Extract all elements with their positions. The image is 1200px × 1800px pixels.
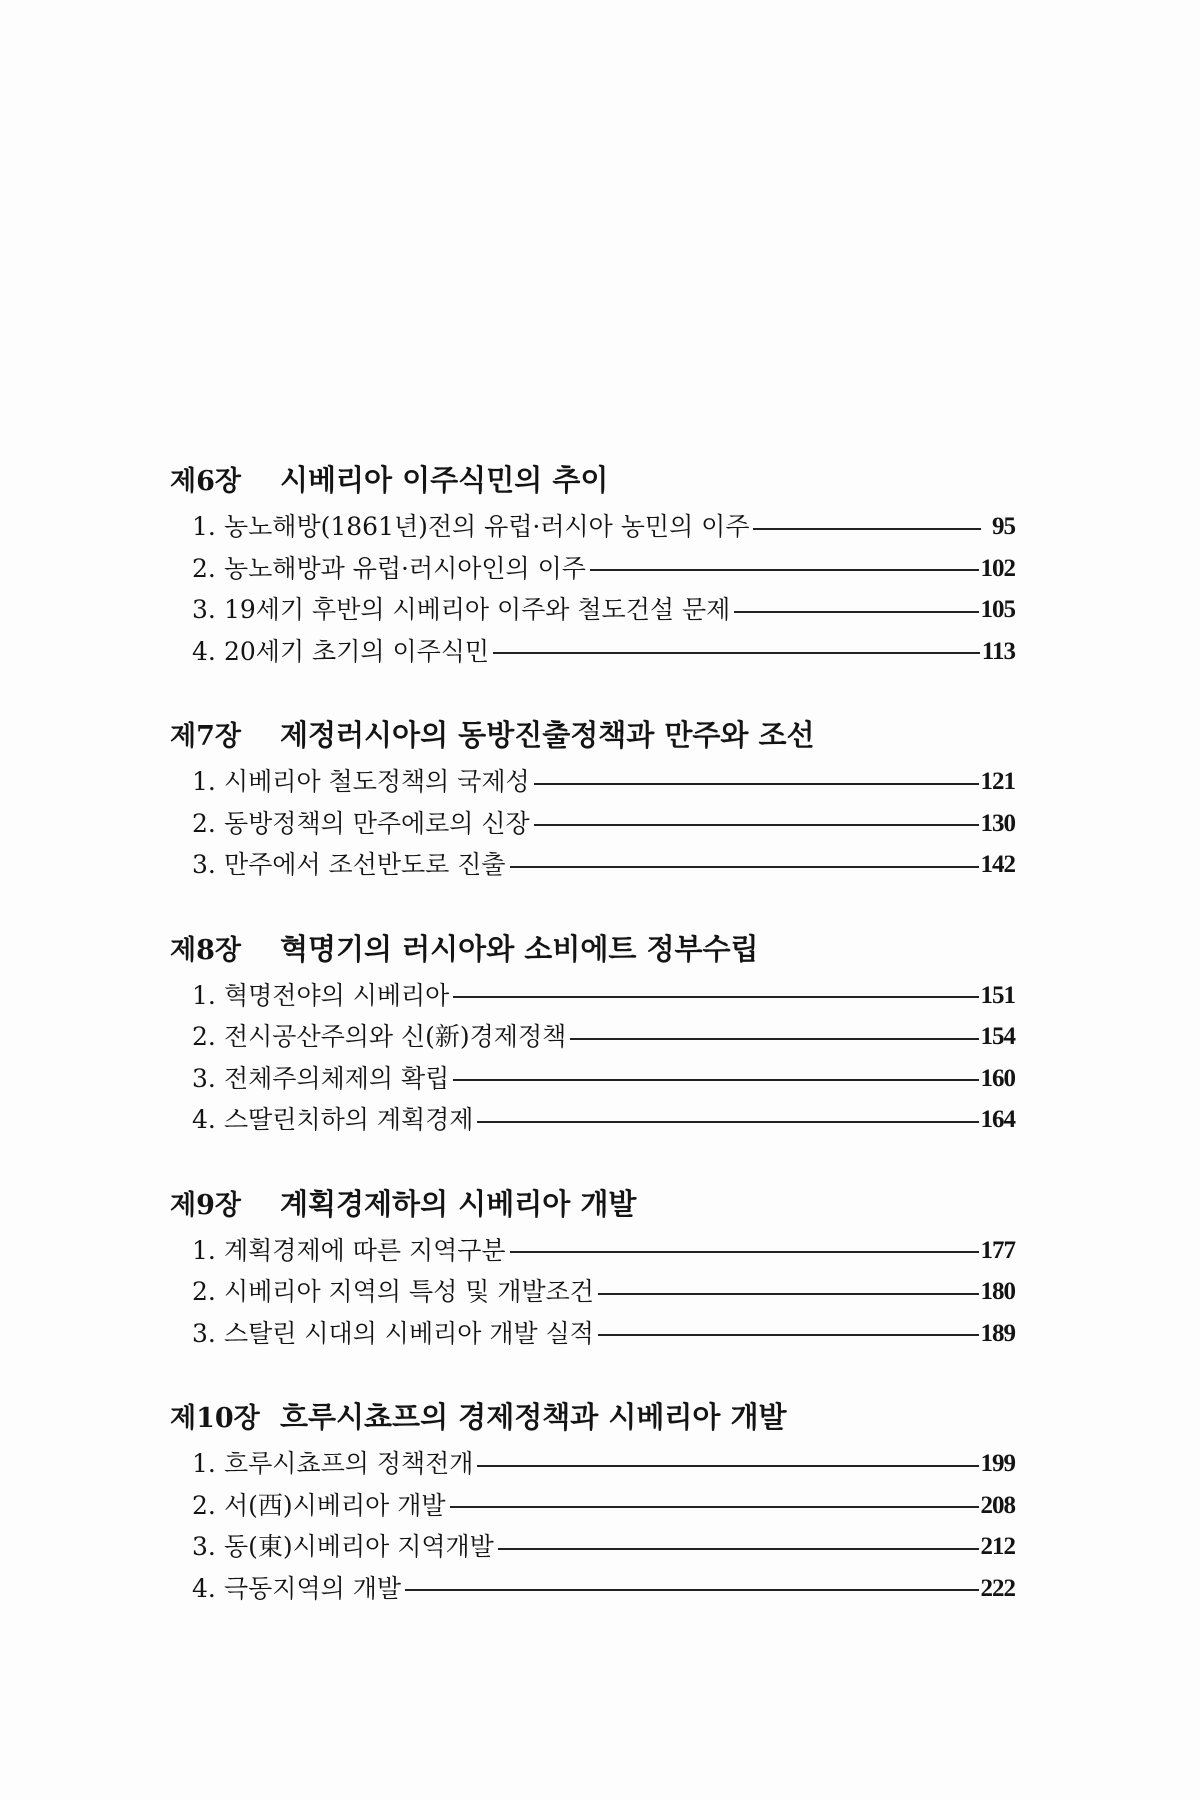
entry-number: 3. bbox=[192, 1063, 216, 1093]
dot-leader bbox=[753, 528, 981, 530]
chapter-8 bbox=[170, 927, 1015, 1141]
dot-leader bbox=[510, 1251, 979, 1253]
entry-number: 2. bbox=[192, 808, 216, 838]
entry-number: 4. bbox=[192, 1105, 216, 1134]
entry-number: 1. bbox=[192, 1449, 216, 1478]
entry-page-number: 180 bbox=[980, 1278, 1015, 1305]
entry-number: 2. bbox=[192, 1277, 216, 1306]
entry-page-number: 177 bbox=[980, 1236, 1015, 1264]
entry-title: 동(東)시베리아 지역개발 bbox=[224, 1532, 494, 1561]
chapter-number: 제7장 bbox=[170, 721, 241, 752]
toc-entry bbox=[170, 975, 1015, 1017]
entry-page-number: 222 bbox=[980, 1574, 1015, 1602]
table-of-contents bbox=[170, 458, 1015, 1650]
entry-number: 1. bbox=[192, 767, 216, 796]
dot-leader bbox=[534, 783, 979, 785]
dot-leader bbox=[598, 1293, 979, 1295]
entry-number: 4. bbox=[192, 1573, 216, 1603]
chapter-number: 제8장 bbox=[170, 934, 241, 966]
entry-page-number: 154 bbox=[980, 1023, 1015, 1050]
entry-title: 계획경제에 따른 지역구분 bbox=[224, 1235, 506, 1265]
entry-page-number: 189 bbox=[980, 1319, 1015, 1347]
chapter-title: 시베리아 이주식민의 추이 bbox=[280, 463, 609, 497]
chapter-heading bbox=[170, 927, 1015, 973]
entry-page-number: 121 bbox=[980, 768, 1015, 795]
entry-title: 스딸린치하의 계획경제 bbox=[224, 1105, 474, 1134]
entry-page-number: 212 bbox=[980, 1533, 1015, 1560]
toc-entry bbox=[170, 1058, 1015, 1100]
entry-page-number: 164 bbox=[980, 1106, 1015, 1133]
chapter-title: 흐루시쵸프의 경제정책과 시베리아 개발 bbox=[280, 1400, 787, 1434]
dot-leader bbox=[598, 1334, 979, 1336]
toc-entry bbox=[170, 803, 1015, 845]
chapter-heading bbox=[170, 713, 1015, 759]
entry-page-number: 151 bbox=[980, 981, 1015, 1009]
entry-number: 1. bbox=[192, 512, 216, 541]
entry-title: 전체주의체제의 확립 bbox=[224, 1063, 450, 1093]
toc-entry bbox=[170, 631, 1015, 673]
entry-number: 2. bbox=[192, 1022, 216, 1051]
toc-entry bbox=[170, 1443, 1015, 1485]
chapter-number: 제10장 bbox=[170, 1403, 260, 1434]
toc-entry bbox=[170, 548, 1015, 590]
entry-title: 농노해방(1861년)전의 유럽·러시아 농민의 이주 bbox=[224, 512, 750, 541]
toc-entry bbox=[170, 1271, 1015, 1313]
entry-title: 시베리아 지역의 특성 및 개발조건 bbox=[224, 1277, 594, 1306]
dot-leader bbox=[570, 1038, 978, 1040]
entry-title: 동방정책의 만주에로의 신장 bbox=[224, 808, 530, 838]
dot-leader bbox=[510, 866, 979, 868]
toc-entry bbox=[170, 1230, 1015, 1272]
entry-title: 만주에서 조선반도로 진출 bbox=[224, 850, 506, 879]
dot-leader bbox=[405, 1589, 979, 1591]
entry-title: 시베리아 철도정책의 국제성 bbox=[224, 767, 530, 796]
dot-leader bbox=[534, 824, 979, 826]
toc-entry bbox=[170, 1485, 1015, 1527]
entry-number: 3. bbox=[192, 850, 216, 879]
chapter-heading bbox=[170, 1182, 1015, 1228]
entry-page-number: 160 bbox=[980, 1064, 1015, 1092]
entry-page-number: 105 bbox=[980, 596, 1015, 623]
chapter-title: 혁명기의 러시아와 소비에트 정부수립 bbox=[280, 931, 759, 966]
entry-title: 스탈린 시대의 시베리아 개발 실적 bbox=[224, 1318, 594, 1348]
toc-entry bbox=[170, 1568, 1015, 1610]
entry-title: 서(西)시베리아 개발 bbox=[224, 1490, 446, 1520]
toc-entry bbox=[170, 1526, 1015, 1568]
entry-number: 3. bbox=[192, 595, 216, 624]
entry-page-number: 199 bbox=[980, 1450, 1015, 1477]
dot-leader bbox=[453, 996, 978, 998]
toc-entry bbox=[170, 589, 1015, 631]
dot-leader bbox=[498, 1548, 979, 1550]
entry-page-number: 95 bbox=[992, 513, 1015, 540]
entry-number: 1. bbox=[192, 1235, 216, 1265]
toc-entry bbox=[170, 761, 1015, 803]
dot-leader bbox=[450, 1506, 979, 1508]
chapter-number: 제6장 bbox=[170, 466, 241, 497]
toc-entry bbox=[170, 506, 1015, 548]
toc-entry bbox=[170, 1016, 1015, 1058]
entry-title: 전시공산주의와 신(新)경제정책 bbox=[224, 1022, 567, 1051]
toc-entry bbox=[170, 1313, 1015, 1355]
entry-title: 20세기 초기의 이주식민 bbox=[224, 636, 490, 666]
dot-leader bbox=[453, 1079, 978, 1081]
entry-title: 혁명전야의 시베리아 bbox=[224, 980, 450, 1010]
toc-entry bbox=[170, 1099, 1015, 1141]
entry-page-number: 102 bbox=[980, 554, 1015, 582]
chapter-6 bbox=[170, 458, 1015, 672]
entry-title: 농노해방과 유럽·러시아인의 이주 bbox=[224, 553, 586, 583]
dot-leader bbox=[590, 569, 979, 571]
chapter-heading bbox=[170, 458, 1015, 504]
chapter-7 bbox=[170, 713, 1015, 886]
toc-entry bbox=[170, 844, 1015, 886]
dot-leader bbox=[477, 1121, 978, 1123]
entry-page-number: 113 bbox=[981, 637, 1015, 665]
entry-number: 2. bbox=[192, 1490, 216, 1520]
entry-title: 흐루시쵸프의 정책전개 bbox=[224, 1449, 474, 1478]
entry-number: 2. bbox=[192, 553, 216, 583]
chapter-heading bbox=[170, 1395, 1015, 1441]
entry-number: 4. bbox=[192, 636, 216, 666]
chapter-9 bbox=[170, 1182, 1015, 1355]
entry-page-number: 208 bbox=[980, 1491, 1015, 1519]
dot-leader bbox=[493, 652, 980, 654]
entry-number: 3. bbox=[192, 1318, 216, 1348]
chapter-10 bbox=[170, 1395, 1015, 1609]
entry-page-number: 142 bbox=[980, 851, 1015, 878]
chapter-number: 제9장 bbox=[170, 1189, 241, 1221]
entry-title: 극동지역의 개발 bbox=[224, 1573, 401, 1603]
dot-leader bbox=[734, 611, 978, 613]
entry-number: 1. bbox=[192, 980, 216, 1010]
chapter-title: 제정러시아의 동방진출정책과 만주와 조선 bbox=[280, 718, 815, 752]
entry-page-number: 130 bbox=[980, 809, 1015, 837]
entry-title: 19세기 후반의 시베리아 이주와 철도건설 문제 bbox=[224, 595, 731, 624]
chapter-title: 계획경제하의 시베리아 개발 bbox=[280, 1186, 637, 1221]
entry-number: 3. bbox=[192, 1532, 216, 1561]
dot-leader bbox=[477, 1465, 978, 1467]
